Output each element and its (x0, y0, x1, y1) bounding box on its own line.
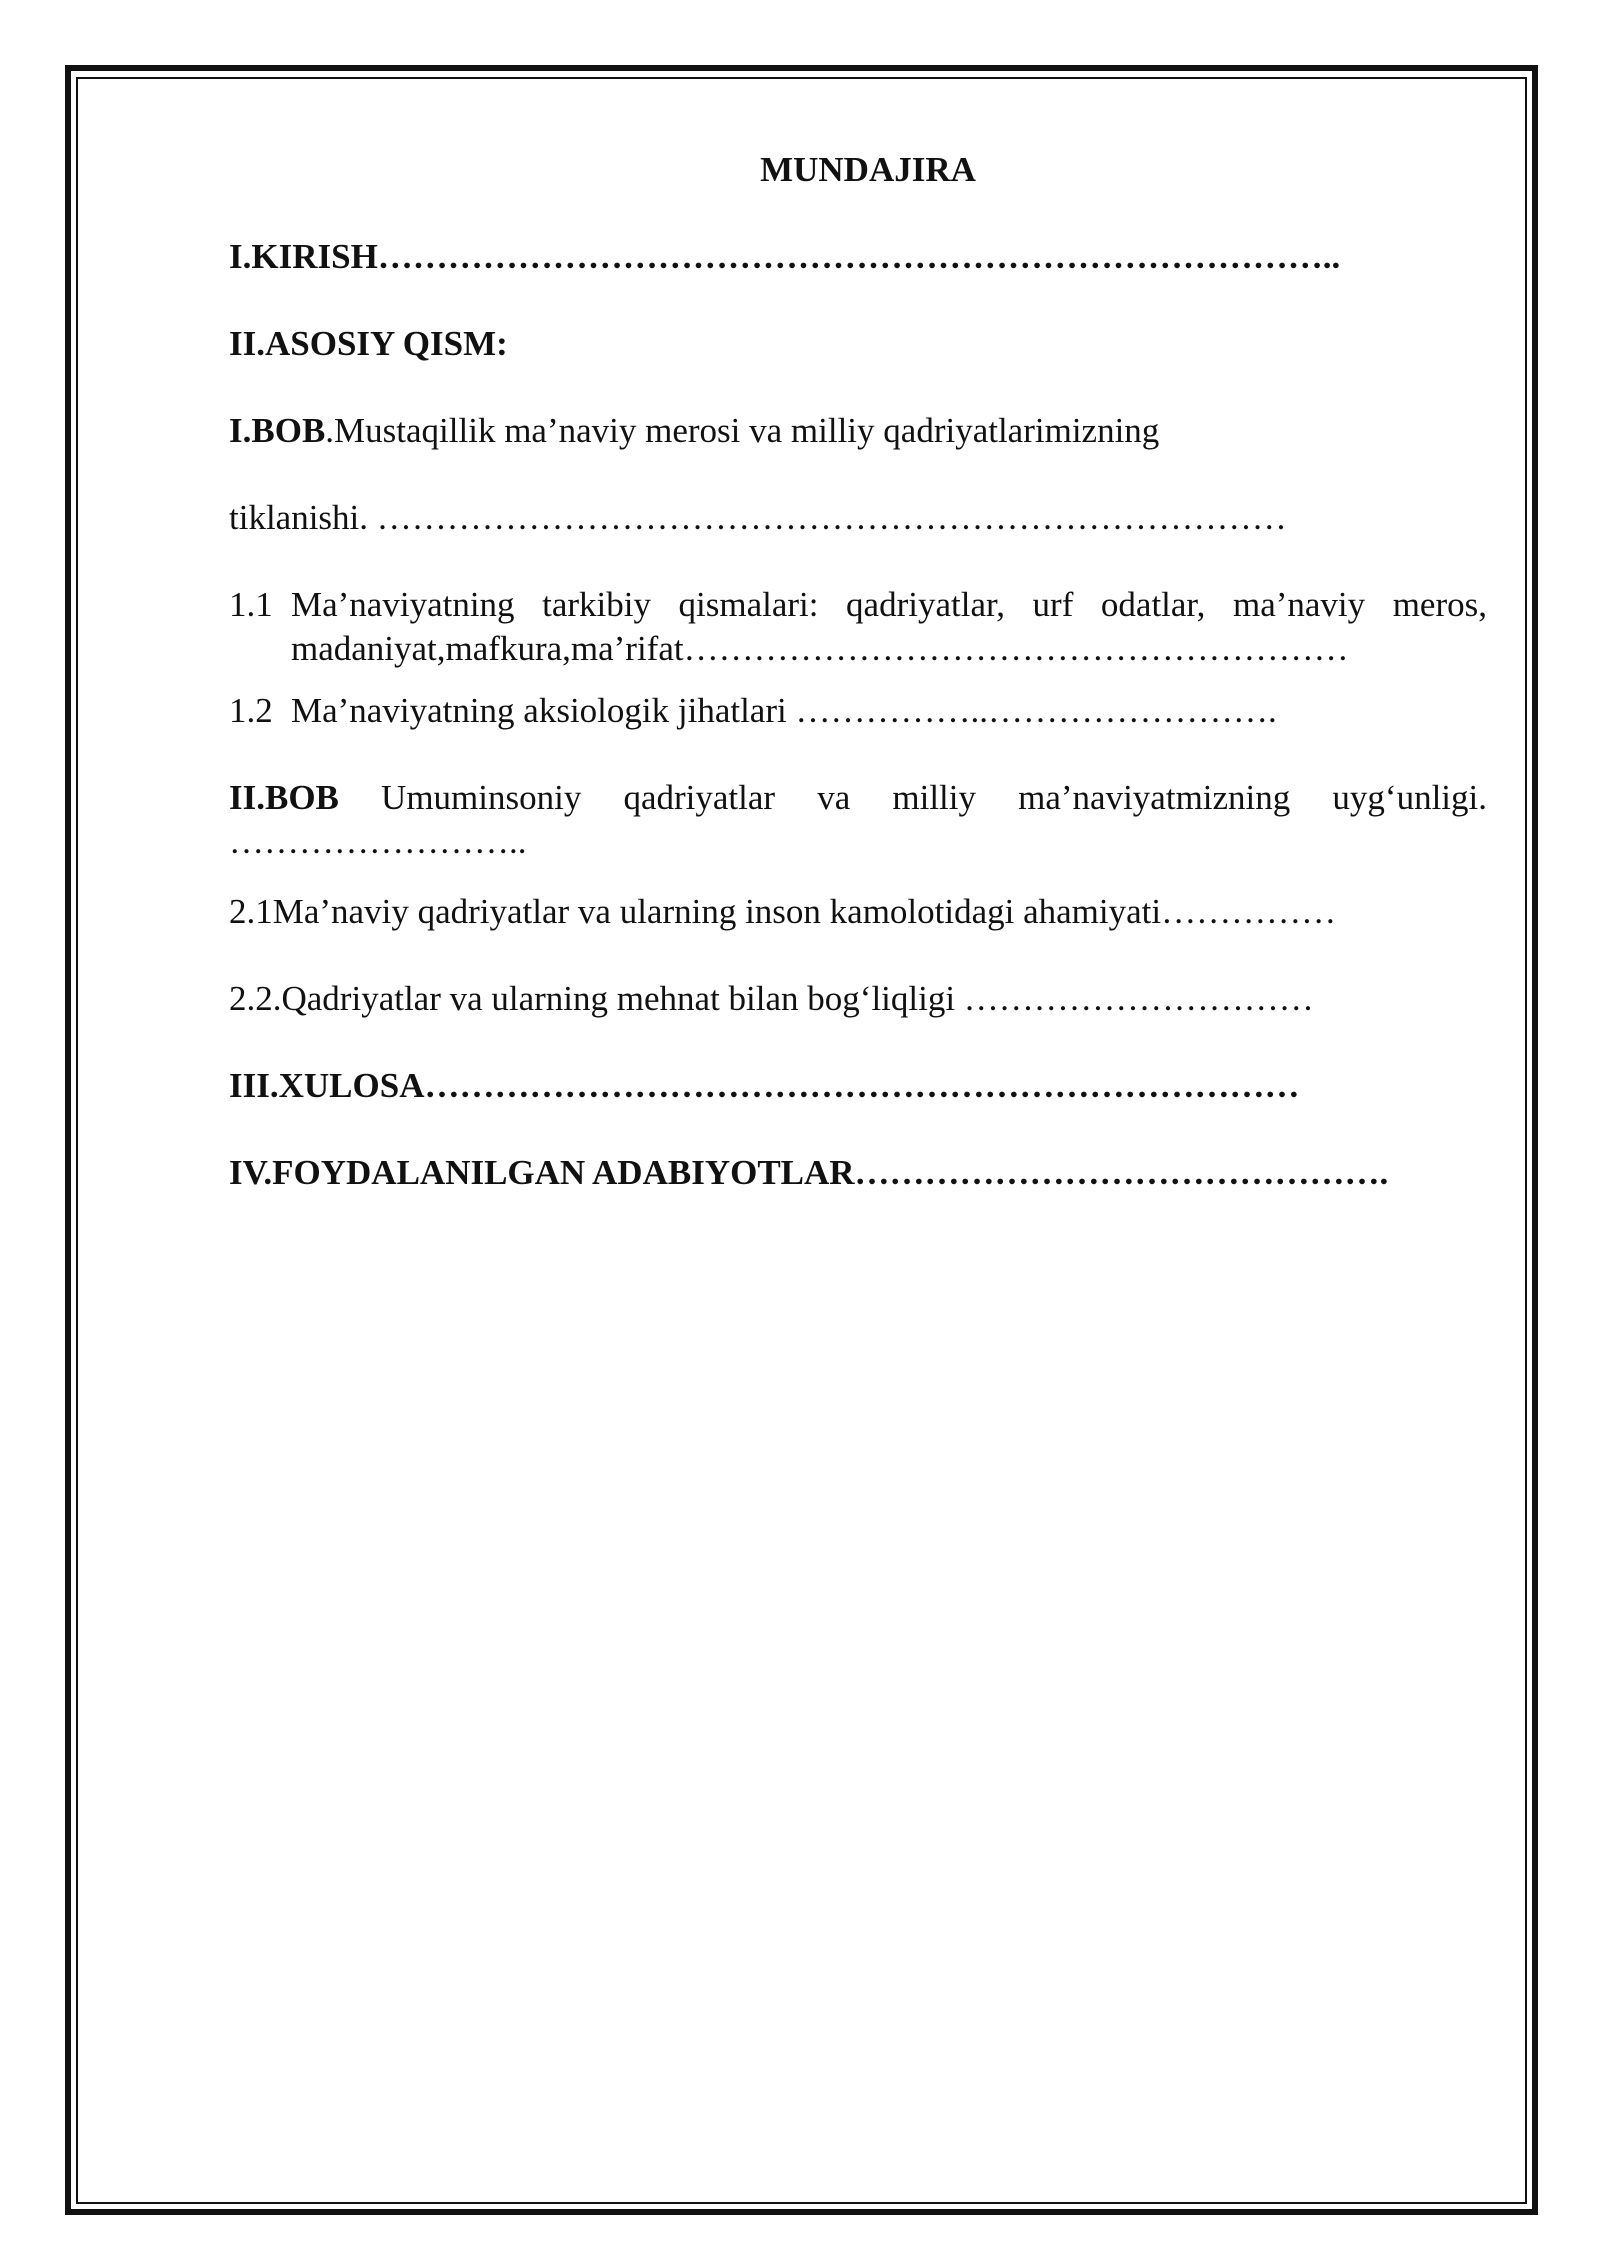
toc-entry-1-1 (229, 583, 1487, 671)
toc-entry-1-2 (229, 689, 1487, 733)
toc-item-number: 1.2 (229, 691, 273, 730)
toc-item-line: Ma’naviyatning tarkibiy qismalari: qadriyatlar, urf odatlar, ma’naviy meros, (291, 585, 1487, 624)
toc-bob2-continuation: …………………….. (229, 822, 527, 861)
toc-entry-xulosa: III.XULOSA………………………………………………………………… (229, 1066, 1300, 1105)
toc-item-text: Ma’naviyatning aksiologik jihatlari ……………..……………………. (291, 691, 1277, 730)
toc-bob1-label: I.BOB (229, 411, 326, 450)
toc-entry-bob1 (229, 409, 1487, 453)
toc-bob1-title: .Mustaqillik ma’naviy merosi va milliy qadriyatlarimizning (325, 411, 1160, 450)
toc-bob2-line (229, 776, 1487, 820)
toc-entry-2-1: 2.1Ma’naviy qadriyatlar va ularning inson kamolotidagi ahamiyati…………… (229, 892, 1337, 931)
toc-bob2-title: Umuminsoniy qadriyatlar va milliy ma’naviyatmizning uyg‘unligi. (338, 778, 1487, 817)
toc-entry-bob2 (229, 776, 1487, 864)
toc-item-line: madaniyat,mafkura,ma’rifat………………………………………………… (291, 629, 1349, 668)
table-of-contents (229, 148, 1487, 1238)
toc-entry-asosiy-qism: II.ASOSIY QISM: (229, 324, 508, 363)
toc-item-number: 1.1 (229, 585, 273, 624)
toc-entry-adabiyotlar: IV.FOYDALANILGAN ADABIYOTLAR………………………………………. (229, 1153, 1389, 1192)
toc-entry-kirish: I.KIRISH……………………………………………………………………….. (229, 237, 1341, 276)
page-title: MUNDAJIRA (760, 150, 976, 189)
toc-entry-bob1-continuation: tiklanishi. …………………………………………………………………… (229, 498, 1287, 537)
toc-bob2-label: II.BOB (229, 778, 339, 817)
toc-item-text (291, 583, 1487, 671)
toc-entry-2-2: 2.2.Qadriyatlar va ularning mehnat bilan bog‘liqligi ………………………… (229, 979, 1314, 1018)
